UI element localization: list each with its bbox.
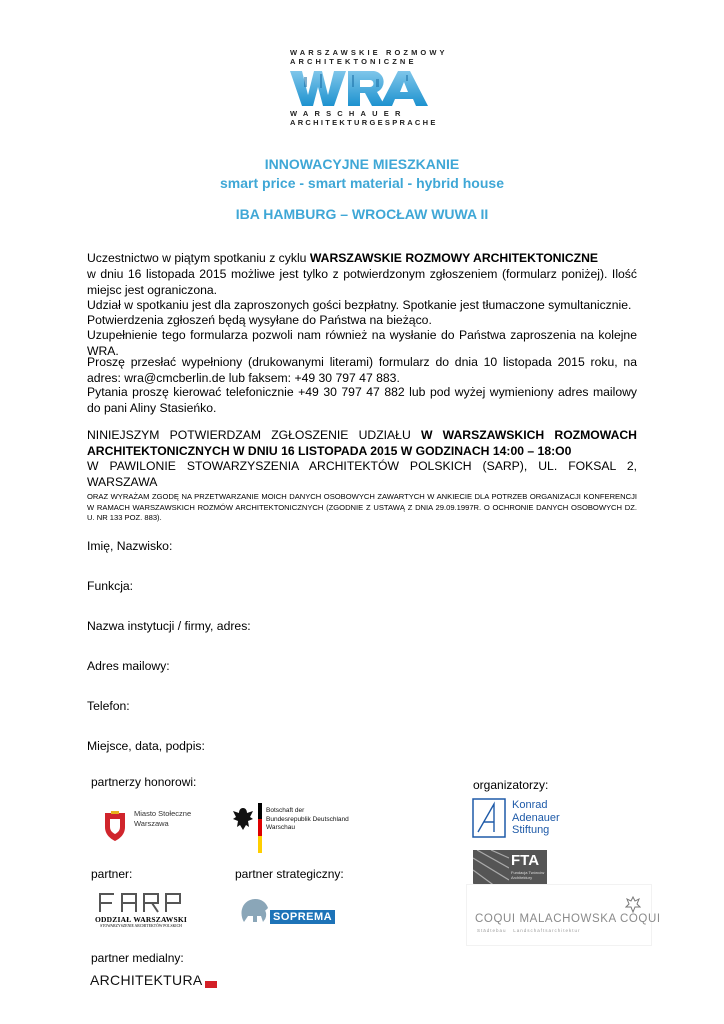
eagle-icon: [232, 807, 254, 831]
paragraph-free: Udział w spotkaniu jest dla zaproszonych gości bezpłatny. Spotkanie jest tłumaczone symultanicznie.: [87, 298, 632, 312]
flag-stripe: [258, 803, 262, 853]
consent-text: ORAZ WYRAŻAM ZGODĘ NA PRZETWARZANIE MOICH DANYCH OSOBOWYCH ZAWARTYCH W ANKIECIE DLA POTRZEB ORGANIZACJI KONFERENCJI W RAMACH WARSZAWSKICH ROZMÓW ARCHITEKTONICZNYCH (ZGODNIE Z USTAWĄ Z DNIA 29.09.1997R. O OCHRONIE DANYCH OSOBOWYCH DZ. U. NR 133 POZ. 883).: [87, 492, 637, 522]
sarp-logo: [90, 890, 192, 932]
coqui-subtext: Städtebau Landschaftsarchitektur: [477, 928, 581, 933]
sarp-mark-icon: [96, 890, 186, 914]
paragraph-confirmations: Potwierdzenia zgłoszeń będą wysyłane do Państwa na bieżąco.: [87, 313, 432, 327]
coqui-logo: [467, 885, 661, 945]
field-institution[interactable]: Nazwa instytucji / firmy, adres:: [87, 619, 251, 633]
confirmation-lead: NINIEJSZYM POTWIERDZAM ZGŁOSZENIE UDZIAŁU: [87, 428, 421, 442]
paragraph-send: Proszę przesłać wypełniony (drukowanymi literami) formularz do dnia 10 listopada 2015 roku, na adres: wra@cmcberlin.de lub faksem: +49 30 797 47 883.: [87, 355, 637, 385]
strategic-partner-label: partner strategiczny:: [235, 867, 344, 881]
kas-text: [512, 799, 560, 837]
wra-mark-icon: [290, 69, 430, 107]
field-email[interactable]: Adres mailowy:: [87, 659, 170, 673]
warszawa-logo: [90, 795, 198, 859]
paragraph-invite: Uzupełnienie tego formularza pozwoli nam również na wysłanie do Państwa zaproszenia na kolejne WRA.: [87, 328, 637, 358]
kas-mark-icon: [472, 798, 506, 838]
fta-subtext: Fundacja Twórców Architektury: [511, 870, 545, 880]
honorary-partners-label: partnerzy honorowi:: [91, 775, 197, 789]
soprema-logo: [236, 890, 340, 932]
intro-bold: WARSZAWSKIE ROZMOWY ARCHITEKTONICZNE: [309, 251, 599, 265]
embassy-line-2: Bundesrepublik Deutschland: [266, 815, 349, 823]
paragraph-questions: Pytania proszę kierować telefonicznie +49 30 797 47 882 lub pod wyżej wymieniony adres mailowy do pani Aliny Stasieńko.: [87, 385, 637, 415]
field-phone[interactable]: Telefon:: [87, 699, 130, 713]
field-signature[interactable]: Miejsce, data, podpis:: [87, 739, 205, 753]
kas-line-1: Konrad: [512, 799, 548, 811]
frog-icon: [625, 895, 641, 913]
fta-text: FTA: [511, 852, 540, 869]
organizers-label: organizatorzy:: [473, 778, 549, 792]
intro-line: [87, 251, 637, 267]
field-function[interactable]: Funkcja:: [87, 579, 134, 593]
coqui-text: COQUI MALACHOWSKA COQUI: [475, 913, 661, 925]
venue-text: W PAWILONIE STOWARZYSZENIA ARCHITEKTÓW POLSKICH (SARP), UL. FOKSAL 2, WARSZAWA: [87, 459, 637, 489]
intro-text: Uczestnictwo w piątym spotkaniu z cyklu: [87, 251, 310, 265]
event-title: IBA HAMBURG – WROCŁAW WUWA II: [235, 206, 489, 222]
media-partner-label: partner medialny:: [91, 951, 184, 965]
logo-line-4: ARCHITEKTURGESPRACHE: [290, 118, 438, 127]
mammoth-icon: [236, 892, 272, 928]
confirmation-bold: W WARSZAWSKICH ROZMOWACH ARCHITEKTONICZNYCH W DNIU 16 LISTOPADA 2015 W GODZINACH 14:00 – 18:O0: [87, 428, 637, 458]
embassy-line-3: Warschau: [266, 824, 296, 831]
kas-logo: [472, 797, 566, 839]
soprema-text: SOPREMA: [270, 910, 335, 924]
kas-line-3: Stiftung: [512, 824, 550, 836]
sarp-line-1: ODDZIAŁ WARSZAWSKI: [94, 915, 188, 924]
sarp-line-2: STOWARZYSZENIE ARCHITEKTÓW POLSKICH: [100, 924, 182, 928]
embassy-line-1: Botschaft der: [266, 807, 305, 814]
warsaw-crest-icon: [104, 811, 126, 841]
architektura-text: ARCHITEKTURA: [90, 972, 203, 988]
warszawa-logo-text: Miasto Stołeczne Warszawa: [134, 809, 192, 828]
paragraph-date: w dniu 16 listopada 2015 możliwe jest tylko z potwierdzonym zgłoszeniem (formularz poniżej). Ilość miejsc jest ograniczona.: [87, 267, 637, 297]
field-name[interactable]: Imię, Nazwisko:: [87, 539, 173, 553]
embassy-logo: [222, 795, 362, 859]
partner-label: partner:: [91, 867, 133, 881]
logo-line-3: WARSCHAUER: [290, 109, 407, 118]
embassy-text: [266, 807, 349, 833]
wra-logo: [290, 48, 448, 127]
logo-line-2: ARCHITEKTONICZNE: [290, 57, 417, 66]
architektura-logo: [90, 972, 220, 990]
logo-line-1: WARSZAWSKIE ROZMOWY: [290, 48, 448, 57]
confirmation-text: [87, 428, 637, 459]
subtitle: smart price - smart material - hybrid house: [220, 175, 504, 191]
architektura-badge: [205, 981, 217, 988]
kas-line-2: Adenauer: [512, 811, 560, 824]
main-title: INNOWACYJNE MIESZKANIE: [264, 156, 460, 172]
